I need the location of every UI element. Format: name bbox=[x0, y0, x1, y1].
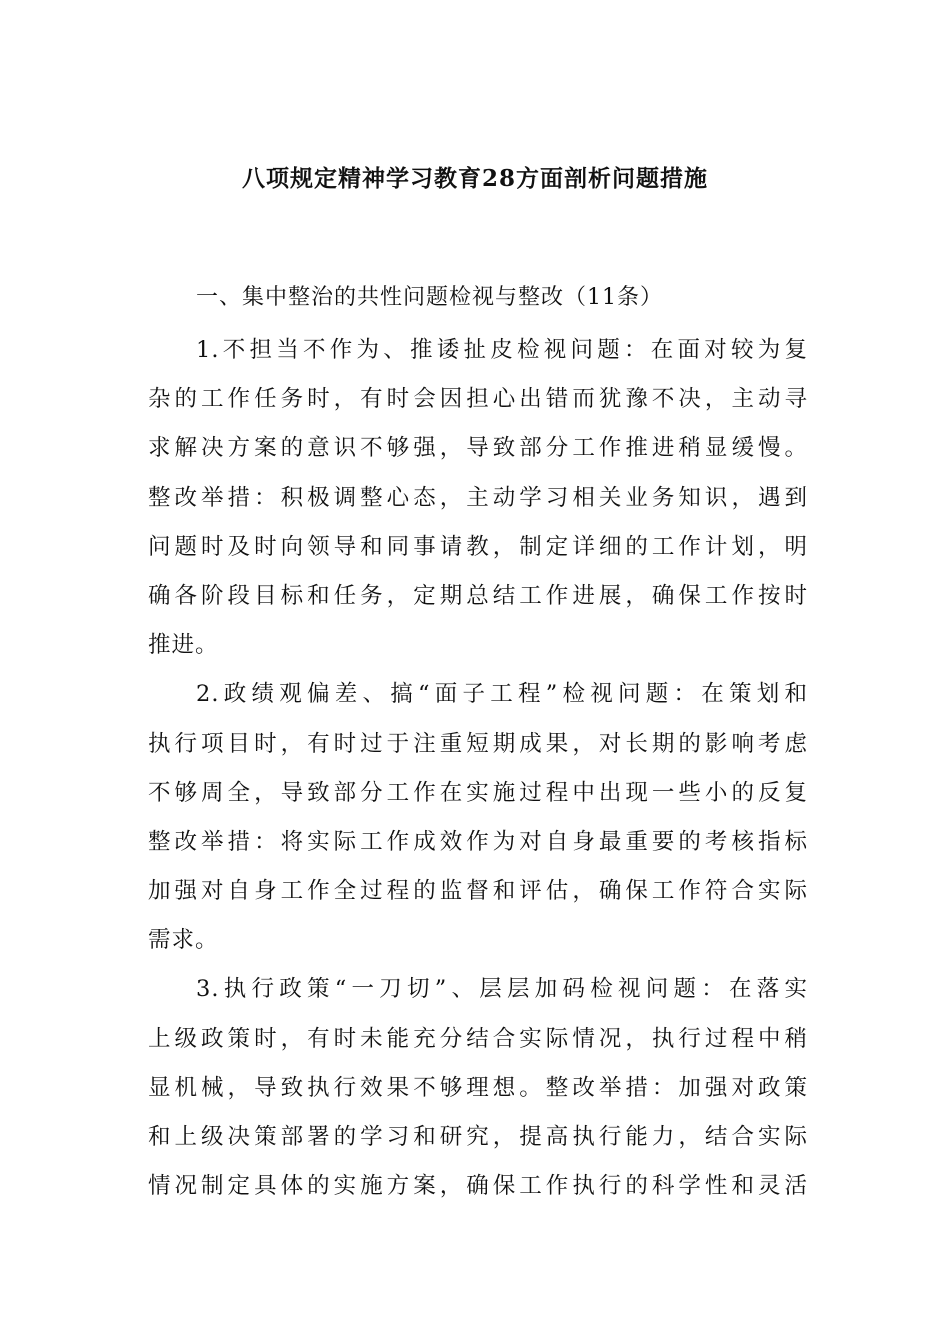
item-2-line-6: 需求。 bbox=[148, 927, 219, 954]
document-title: 八项规定精神学习教育28方面剖析问题措施 bbox=[241, 165, 708, 192]
item-1-line-4: 整改举措：积极调整心态，主动学习相关业务知识，遇到 bbox=[148, 484, 808, 511]
item-1-line-1: 1.不担当不作为、推诿扯皮检视问题：在面对较为复 bbox=[196, 337, 808, 363]
item-2-line-1: 2.政绩观偏差、搞“面子工程”检视问题：在策划和 bbox=[196, 681, 808, 708]
item-2-line-2: 执行项目时，有时过于注重短期成果，对长期的影响考虑 bbox=[148, 730, 808, 757]
item-3-line-5: 情况制定具体的实施方案，确保工作执行的科学性和灵活 bbox=[148, 1173, 808, 1200]
item-1-line-7: 推进。 bbox=[148, 632, 219, 659]
item-1-line-6: 确各阶段目标和任务，定期总结工作进展，确保工作按时 bbox=[148, 582, 808, 609]
item-3-line-1: 3.执行政策“一刀切”、层层加码检视问题：在落实 bbox=[196, 976, 808, 1003]
item-1-line-3: 求解决方案的意识不够强，导致部分工作推进稍显缓慢。 bbox=[148, 435, 808, 462]
item-3-line-4: 和上级决策部署的学习和研究，提高执行能力，结合实际 bbox=[148, 1124, 808, 1150]
item-2-line-3: 不够周全，导致部分工作在实施过程中出现一些小的反复 bbox=[148, 779, 808, 806]
item-2-line-5: 加强对自身工作全过程的监督和评估，确保工作符合实际 bbox=[148, 878, 808, 905]
item-2-line-4: 整改举措：将实际工作成效作为对自身最重要的考核指标 bbox=[148, 828, 808, 855]
item-3-line-3: 显机械，导致执行效果不够理想。整改举措：加强对政策 bbox=[148, 1074, 808, 1101]
document-body bbox=[148, 326, 808, 1211]
item-3-line-2: 上级政策时，有时未能充分结合实际情况，执行过程中稍 bbox=[148, 1025, 808, 1052]
item-1-line-2: 杂的工作任务时，有时会因担心出错而犹豫不决，主动寻 bbox=[148, 386, 808, 413]
section-heading: 一、集中整治的共性问题检视与整改（11条） bbox=[196, 285, 663, 310]
item-1-line-5: 问题时及时向领导和同事请教，制定详细的工作计划，明 bbox=[148, 533, 808, 560]
